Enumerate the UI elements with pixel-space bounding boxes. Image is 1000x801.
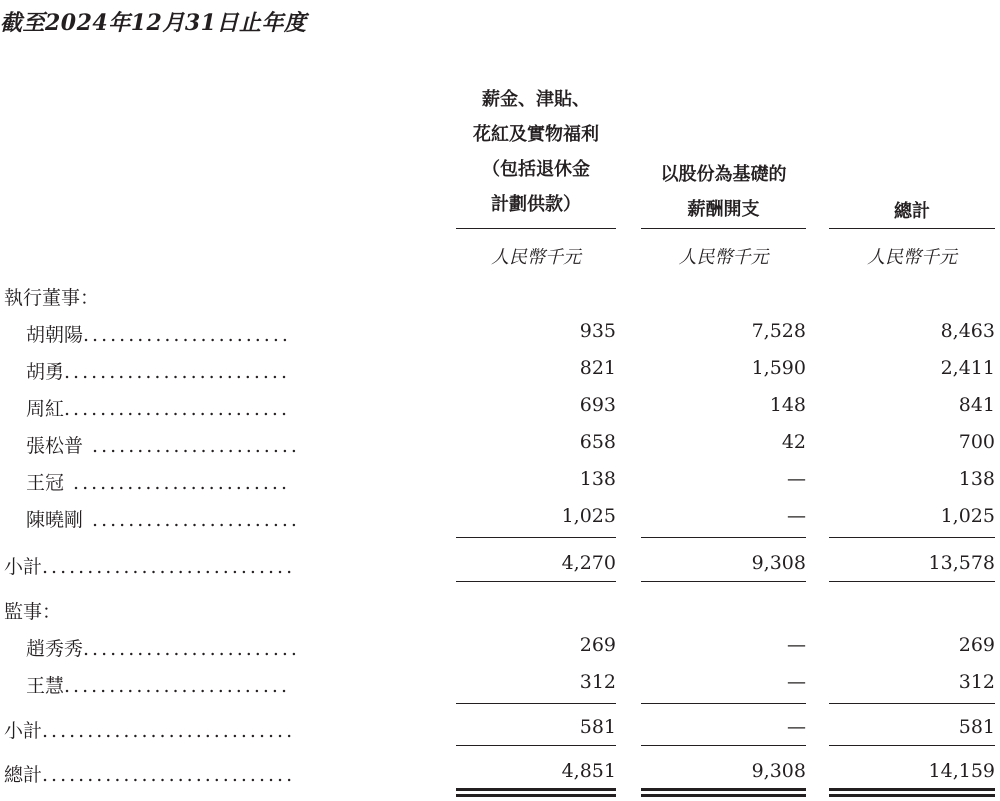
column-header-salaries	[456, 82, 616, 222]
table-row	[0, 499, 1000, 535]
row-label: 小計............................	[4, 556, 296, 578]
row-name: 總計	[4, 764, 43, 786]
cell-value: —	[787, 505, 806, 527]
cell-value: 4,270	[561, 552, 616, 574]
cell-value: —	[787, 671, 806, 693]
cell-value: 581	[579, 716, 616, 738]
cell-value: 269	[958, 634, 995, 656]
double-rule	[829, 788, 995, 791]
row-label: 胡朝陽.......................	[26, 324, 291, 346]
cell-value: 1,590	[751, 357, 806, 379]
row-label: 總計............................	[4, 764, 296, 786]
cell-value: 312	[579, 671, 616, 693]
subtotal-row	[0, 710, 1000, 746]
row-name: 陳曉剛	[26, 509, 84, 531]
row-label: 陳曉剛 .......................	[26, 509, 300, 531]
row-label: 周紅.........................	[26, 398, 291, 420]
row-name: 張松普	[26, 435, 84, 457]
header-line: （包括退休金	[482, 159, 590, 180]
double-rule	[641, 794, 806, 797]
table-row	[0, 388, 1000, 424]
header-line: 以股份為基礎的	[660, 164, 787, 185]
total-rule	[456, 745, 616, 746]
cell-value: 841	[958, 394, 995, 416]
unit-label: 人民幣千元	[491, 247, 581, 268]
cell-value: 658	[579, 431, 616, 453]
unit-label: 人民幣千元	[867, 247, 957, 268]
total-rule	[829, 745, 995, 746]
header-rule	[456, 228, 616, 229]
subtotal-rule	[641, 703, 806, 704]
header-line: 薪金、津貼、	[482, 89, 590, 110]
page-title: 截至2024年12月31日止年度	[0, 10, 307, 36]
cell-value: 2,411	[940, 357, 995, 379]
row-name: 小計	[4, 556, 43, 578]
section-heading: 執行董事：	[4, 287, 100, 309]
row-name: 王冠	[26, 472, 65, 494]
table-row	[0, 665, 1000, 701]
header-line: 薪酬開支	[687, 199, 760, 220]
cell-value: 42	[781, 431, 806, 453]
cell-value: 693	[579, 394, 616, 416]
cell-value: 581	[958, 716, 995, 738]
row-label: 王冠 ........................	[26, 472, 291, 494]
row-label: 小計............................	[4, 720, 296, 742]
cell-value: 9,308	[751, 552, 806, 574]
cell-value: 148	[769, 394, 806, 416]
subtotal-rule	[456, 581, 616, 582]
cell-value: 700	[958, 431, 995, 453]
subtotal-rule	[456, 703, 616, 704]
cell-value: 312	[958, 671, 995, 693]
cell-value: 4,851	[561, 760, 616, 782]
row-name: 周紅	[26, 398, 65, 420]
row-name: 胡朝陽	[26, 324, 84, 346]
section-heading: 監事：	[4, 601, 62, 623]
table-row	[0, 628, 1000, 664]
section-heading-executive-directors	[0, 277, 1000, 313]
subtotal-rule	[456, 537, 616, 538]
row-label: 趙秀秀........................	[26, 638, 300, 660]
cell-value: 138	[579, 468, 616, 490]
cell-value: 269	[579, 634, 616, 656]
column-header-total	[829, 194, 995, 229]
unit-label: 人民幣千元	[678, 247, 769, 268]
header-line: 花紅及實物福利	[473, 124, 599, 145]
cell-value: —	[787, 634, 806, 656]
row-label: 張松普 .......................	[26, 435, 300, 457]
cell-value: 7,528	[751, 320, 806, 342]
subtotal-rule	[641, 581, 806, 582]
cell-value: 138	[958, 468, 995, 490]
header-line: 總計	[894, 201, 930, 222]
cell-value: 935	[579, 320, 616, 342]
total-rule	[641, 745, 806, 746]
row-label: 胡勇.........................	[26, 361, 291, 383]
header-rule	[829, 228, 995, 229]
row-name: 小計	[4, 720, 43, 742]
table-row	[0, 462, 1000, 498]
subtotal-rule	[641, 537, 806, 538]
total-row	[0, 754, 1000, 790]
cell-value: 14,159	[928, 760, 995, 782]
header-rule	[641, 228, 806, 229]
cell-value: 821	[579, 357, 616, 379]
double-rule	[829, 794, 995, 797]
section-heading-supervisors	[0, 591, 1000, 627]
cell-value: 9,308	[751, 760, 806, 782]
cell-value: 8,463	[940, 320, 995, 342]
row-name: 胡勇	[26, 361, 65, 383]
table-row	[0, 314, 1000, 350]
header-line: 計劃供款）	[491, 194, 581, 215]
column-header-share-based	[641, 157, 806, 227]
cell-value: —	[787, 468, 806, 490]
subtotal-rule	[829, 537, 995, 538]
subtotal-rule	[829, 703, 995, 704]
double-rule	[641, 788, 806, 791]
subtotal-row	[0, 546, 1000, 582]
cell-value: —	[787, 716, 806, 738]
table-row	[0, 425, 1000, 461]
subtotal-rule	[829, 581, 995, 582]
double-rule	[456, 788, 616, 791]
row-label: 王慧.........................	[26, 675, 291, 697]
cell-value: 1,025	[940, 505, 995, 527]
row-name: 趙秀秀	[26, 638, 84, 660]
table-row	[0, 351, 1000, 387]
double-rule	[456, 794, 616, 797]
cell-value: 1,025	[561, 505, 616, 527]
row-name: 王慧	[26, 675, 65, 697]
cell-value: 13,578	[928, 552, 995, 574]
